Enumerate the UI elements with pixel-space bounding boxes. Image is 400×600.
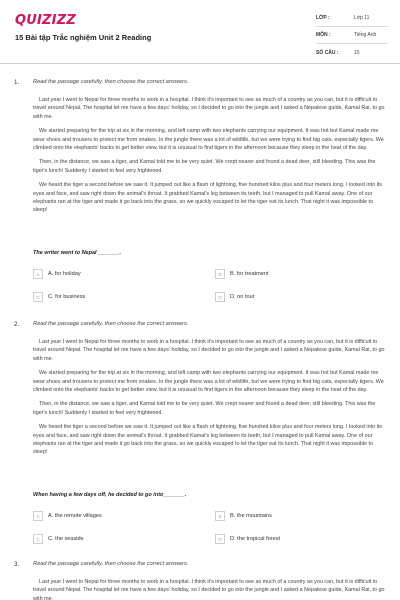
meta-row-subject — [316, 27, 388, 44]
meta-value: 15 — [354, 49, 360, 56]
option-text: C. for business — [48, 294, 86, 300]
passage-paragraph: Then, in the distance, we saw a tiger, and Kamal told me to be very quiet. We crept nearer and found a dead deer, still bleeding. This was the tiger's lunch! Suddenly I started to feel very frightened. — [33, 401, 376, 416]
question-number: 2. — [14, 321, 20, 328]
option-c[interactable] — [33, 534, 84, 544]
option-letter-box: A — [33, 511, 43, 521]
option-letter-box: D — [215, 292, 225, 302]
meta-row-class — [316, 10, 388, 27]
option-letter-box: B — [215, 511, 225, 521]
passage-paragraph: We started preparing for the trip at six in the morning, and left camp with two elephants carrying our equipment. It was hot but Kamal made me wear shoes and trousers to protect me from snakes. In the jungle there was a lot of wildlife, but we were trying to find big cats, especially tigers. We climbed onto the elephants' backs to get better view, but it is unusual to find tigers in the afternoon because they sleep in the heat of the day. — [33, 128, 384, 152]
option-letter-box: C — [33, 534, 43, 544]
option-b[interactable] — [215, 269, 269, 279]
option-a[interactable] — [33, 511, 102, 521]
meta-row-count — [316, 44, 388, 61]
option-text: A. for holiday — [48, 271, 81, 277]
option-text: B. the mountains — [230, 513, 272, 519]
question-text: The writer went to Nepal _______. — [33, 250, 122, 256]
option-letter-box: C — [33, 292, 43, 302]
passage-paragraph: We heard the tiger a second before we saw it. It jumped out like a flash of lightning, five hundred kilos plus and four meters long. I looked into its eyes and face, and saw right down the animal's throat. It grabbed Kamal's leg between its teeth, but I managed to pull Kamal away. One of our elephants ran at the tiger and made it go back into the grass, so we quickly escaped to let the tiger eat its lunch. That night it was impossible to sleep! — [33, 182, 382, 214]
question-text: When having a few days off, he decided to go into_______. — [33, 492, 187, 498]
page-title: 15 Bài tập Trắc nghiệm Unit 2 Reading — [15, 33, 152, 42]
option-text: C. the seaside — [48, 536, 84, 542]
option-c[interactable] — [33, 292, 85, 302]
reading-passage — [33, 96, 388, 221]
option-letter-box: D — [215, 534, 225, 544]
option-a[interactable] — [33, 269, 81, 279]
question-instruction: Read the passage carefully, then choose the correct answers. — [33, 321, 189, 327]
question-instruction: Read the passage carefully, then choose the correct answers. — [33, 561, 189, 567]
reading-passage — [33, 578, 388, 600]
option-text: D. the tropical forest — [230, 536, 281, 542]
page-header — [0, 0, 400, 64]
option-d[interactable] — [215, 292, 255, 302]
option-b[interactable] — [215, 511, 272, 521]
question-3 — [0, 561, 400, 600]
option-letter-box: B — [215, 269, 225, 279]
reading-passage — [33, 338, 388, 463]
meta-key: LỚP : — [316, 15, 330, 21]
question-number: 1. — [14, 79, 20, 86]
passage-paragraph: Then, in the distance, we saw a tiger, and Kamal told me to be very quiet. We crept nearer and found a dead deer, still bleeding. This was the tiger's lunch! Suddenly I started to feel very frightened. — [33, 159, 376, 174]
option-d[interactable] — [215, 534, 280, 544]
meta-value: Lớp 11 — [354, 15, 370, 21]
passage-paragraph: Last year I went to Nepal for three months to work in a hospital. I think it's important to see as much of a country as you can, but it is difficult to travel around Nepal. The hospital let me have a few days' holiday, so I decided to go into the jungle and I asked a Nepalese guide, Kamal Rai, to go with me. — [33, 579, 385, 600]
meta-value: Tiếng Anh — [354, 32, 377, 38]
meta-key: MÔN : — [316, 32, 331, 38]
question-2 — [0, 321, 400, 551]
option-text: A. the remote villages — [48, 513, 102, 519]
meta-table — [316, 10, 388, 61]
question-instruction: Read the passage carefully, then choose the correct answers. — [33, 79, 189, 85]
passage-paragraph: We started preparing for the trip at six in the morning, and left camp with two elephants carrying our equipment. It was hot but Kamal made me wear shoes and trousers to protect me from snakes. In the jungle there was a lot of wildlife, but we were trying to find big cats, especially tigers. We climbed onto the elephants' backs to get better view, but it is unusual to find tigers in the afternoon because they sleep in the heat of the day. — [33, 370, 384, 394]
passage-paragraph: Last year I went to Nepal for three months to work in a hospital. I think it's important to see as much of a country as you can, but it is difficult to travel around Nepal. The hospital let me have a few days' holiday, so I decided to go into the jungle and I asked a Nepalese guide, Kamal Rai, to go with me. — [33, 339, 385, 362]
option-letter-box: A — [33, 269, 43, 279]
meta-key: SỐ CÂU : — [316, 49, 339, 56]
passage-paragraph: Last year I went to Nepal for three months to work in a hospital. I think it's important to see as much of a country as you can, but it is difficult to travel around Nepal. The hospital let me have a few days' holiday, so I decided to go into the jungle and I asked a Nepalese guide, Kamal Rai, to go with me. — [33, 97, 385, 120]
passage-paragraph: We heard the tiger a second before we saw it. It jumped out like a flash of lightning, five hundred kilos plus and four meters long. I looked into its eyes and face, and saw right down the animal's throat. It grabbed Kamal's leg between its teeth, but I managed to pull Kamal away. One of our elephants ran at the tiger and made it go back into the grass, so we quickly escaped to let the tiger eat its lunch. That night it was impossible to sleep! — [33, 424, 382, 456]
question-number: 3. — [14, 561, 20, 568]
question-1 — [0, 79, 400, 309]
option-text: D. on tour — [230, 294, 255, 300]
option-text: B. for treatment — [230, 271, 269, 277]
quizizz-logo: QUIZIZZ — [15, 13, 76, 28]
